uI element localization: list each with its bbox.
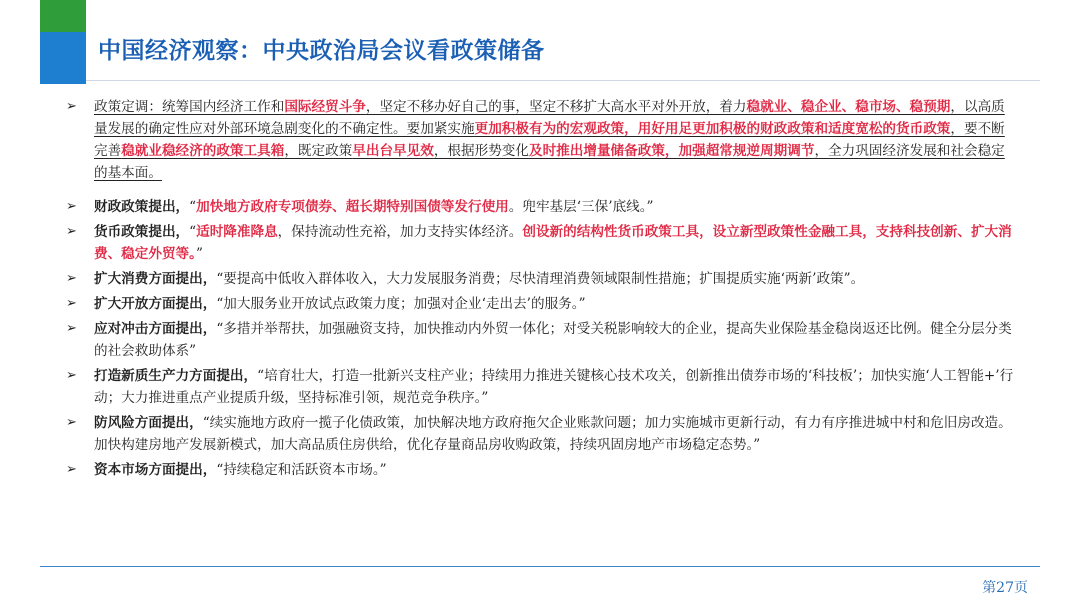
bullet-text — [94, 271, 864, 287]
bullet-arrow-icon: ➢ — [66, 462, 77, 477]
highlight-text: 更加积极有为的宏观政策，用好用足更加积极的财政政策和适度宽松的货币政策 — [474, 121, 951, 137]
header-decoration-green — [40, 0, 86, 32]
highlight-text: 稳就业稳经济的政策工具箱 — [121, 143, 285, 159]
bullet-arrow-icon: ➢ — [66, 224, 77, 239]
body-text: ，以高质量发展的确定性应对外部环境急剧变化的不确定性。要加紧实施 — [94, 99, 1005, 137]
bullet-text — [94, 415, 1012, 453]
body-text: ，保持流动性充裕，加力支持实体经济。 — [277, 224, 523, 240]
bullet-text — [94, 462, 387, 478]
highlight-text: 适时降准降息 — [196, 224, 278, 240]
highlight-text: 国际经贸斗争 — [284, 99, 366, 115]
bullet-arrow-icon: ➢ — [66, 415, 77, 430]
body-text: “加大服务业开放试点政策力度；加强对企业‘走出去’的服务。” — [216, 296, 586, 312]
body-text: ，全力巩固经济发展和社会稳定的基本面。 — [94, 143, 1005, 181]
body-text: “多措并举帮扶，加强融资支持，加快推动内外贸一体化；对受关税影响较大的企业，提高失业保险基金稳岗返还比例。健全分层分类的社会救助体系” — [94, 321, 1012, 359]
bullet-text — [94, 368, 1013, 406]
bullet-list — [62, 96, 1014, 484]
page-number: 第27页 — [982, 580, 1028, 596]
item-heading: 扩大开放方面提出， — [94, 296, 217, 312]
item-heading: 资本市场方面提出， — [94, 462, 217, 478]
body-text: 。兜牢基层‘三保’底线。” — [508, 199, 654, 215]
item-heading: 打造新质生产力方面提出， — [94, 368, 258, 384]
bullet-arrow-icon: ➢ — [66, 199, 77, 214]
title-divider — [86, 80, 1040, 81]
highlight-text: 早出台早见效 — [352, 143, 434, 159]
highlight-text: 及时推出增量储备政策，加强超常规逆周期调节 — [529, 143, 815, 159]
body-text: ，根据形势变化 — [433, 143, 529, 159]
body-text: “要提高中低收入群体收入，大力发展服务消费；尽快清理消费领域限制性措施；扩围提质实施‘两新’政策”。 — [216, 271, 865, 287]
bullet-text — [94, 224, 1012, 262]
title-bar — [86, 0, 1080, 84]
bullet-arrow-icon: ➢ — [66, 321, 77, 336]
bullet-item — [62, 268, 1014, 290]
header-decoration-blue — [40, 32, 86, 84]
bullet-text — [94, 99, 1005, 181]
item-heading: 货币政策提出， — [94, 224, 190, 240]
item-heading: 扩大消费方面提出， — [94, 271, 217, 287]
item-heading: 防风险方面提出， — [94, 415, 203, 431]
footer-divider — [40, 566, 1040, 567]
bullet-text — [94, 296, 586, 312]
body-text: “ — [189, 199, 197, 215]
highlight-text: 稳就业、稳企业、稳市场、稳预期 — [746, 99, 951, 115]
item-heading: 财政政策提出， — [94, 199, 190, 215]
item-heading: 应对冲击方面提出， — [94, 321, 217, 337]
bullet-arrow-icon: ➢ — [66, 271, 77, 286]
bullet-item — [62, 412, 1014, 456]
body-text: “ — [189, 224, 197, 240]
highlight-text: 加快地方政府专项债券、超长期特别国债等发行使用 — [196, 199, 509, 215]
body-text: “续实施地方政府一揽子化债政策，加快解决地方政府拖欠企业账款问题；加力实施城市更新行动，有力有序推进城中村和危旧房改造。加快构建房地产发展新模式，加大高品质住房供给，优化存量商品房收购政策，持续巩固房地产市场稳定态势。” — [94, 415, 1012, 453]
bullet-item — [62, 318, 1014, 362]
bullet-item — [62, 365, 1014, 409]
body-text: ，坚定不移办好自己的事，坚定不移扩大高水平对外开放，着力 — [365, 99, 747, 115]
bullet-text — [94, 321, 1012, 359]
bullet-arrow-icon: ➢ — [66, 99, 77, 114]
body-text: 政策定调：统筹国内经济工作和 — [94, 99, 285, 115]
bullet-item — [62, 221, 1014, 265]
body-text: “持续稳定和活跃资本市场。” — [216, 462, 387, 478]
highlight-text: 创设新的结构性货币政策工具，设立新型政策性金融工具，支持科技创新、扩大消费、稳定外贸等。 — [94, 224, 1012, 262]
body-text: ，要不断完善 — [94, 121, 1005, 159]
bullet-text — [94, 199, 654, 215]
bullet-item — [62, 96, 1014, 184]
bullet-item — [62, 293, 1014, 315]
bullet-item — [62, 459, 1014, 481]
bullet-arrow-icon: ➢ — [66, 296, 77, 311]
slide-title: 中国经济观察：中央政治局会议看政策储备 — [98, 38, 545, 64]
body-text: ，既定政策 — [284, 143, 353, 159]
bullet-arrow-icon: ➢ — [66, 368, 77, 383]
body-text: ” — [195, 246, 203, 262]
body-text: “培育壮大，打造一批新兴支柱产业；持续用力推进关键核心技术攻关，创新推出债券市场的‘科技板’；加快实施‘人工智能+’行动；大力推进重点产业提质升级，坚持标准引领，规范竞争秩序。” — [94, 368, 1014, 406]
bullet-item — [62, 196, 1014, 218]
